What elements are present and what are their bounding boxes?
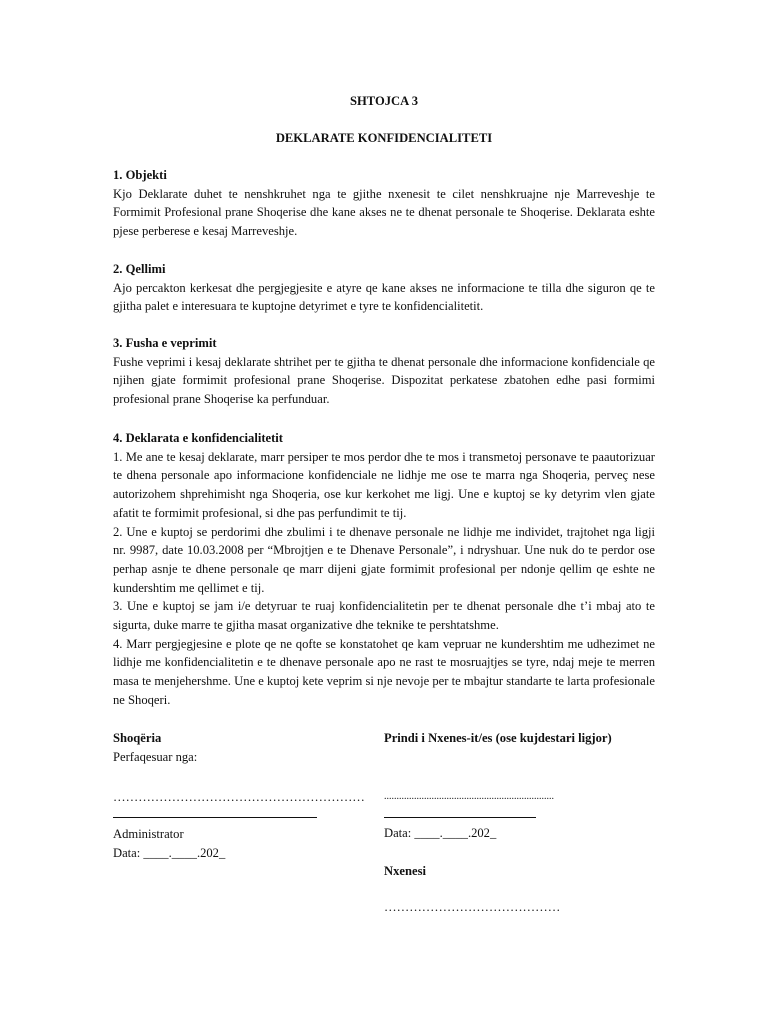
- declaration-item-1: 1. Me ane te kesaj deklarate, marr persiper te mos perdor dhe te mos i transmetoj personave te paautorizuar te dhena personale apo informacione konfidenciale ne lidhje me ose te marra nga Shoqeria, perveç nese autorizohem shprehimisht nga Shoqeria, ose kur kerkohet me ligj. Une e kuptoj se ky detyrim vlen gjate afatit te formimit profesional, si dhe pas perfundimit te tij.: [113, 449, 655, 520]
- represented-by-label: Perfaqesuar nga:: [113, 749, 198, 764]
- parent-signature-line: [384, 806, 664, 824]
- declaration-item-2: 2. Une e kuptoj se perdorimi dhe zbulimi i te dhenave personale ne lidhje me individet, trajtohet nga ligji nr. 9987, date 10.03.2008 per “Mbrojtjen e te Dhenave Personale”, i ndryshuar. Une nuk do te perdor ose perhap asnje te dhene personale qe marr dijeni gjate formimit profesional per ndonje qellim qe eshte ne kundershtim me qellimet e tij.: [113, 524, 655, 595]
- section-heading: 2. Qellimi: [113, 262, 166, 276]
- student-heading: Nxenesi: [384, 864, 426, 879]
- section-qellimi: [113, 260, 655, 316]
- section-text: Kjo Deklarate duhet te nenshkruhet nga te gjithe nxenesit te cilet nenshkruajne nje Marreveshje te Formimit Profesional prane Shoqerise dhe kane akses ne te dhenat personale te Shoqerise. Deklarata eshte pjese perberese e kesaj Marreveshje.: [113, 186, 655, 239]
- company-signature-dots: ……………………………………………………: [113, 790, 365, 805]
- parent-heading: Prindi i Nxenes-it/es (ose kujdestari ligjor): [384, 731, 612, 745]
- section-heading: 4. Deklarata e konfidencialitetit: [113, 431, 283, 445]
- student-signature-dots: ……………………………………: [384, 899, 561, 914]
- parent-date: Data: ____.____.202_: [384, 826, 497, 841]
- section-fusha: [113, 334, 655, 409]
- declaration-item-4: 4. Marr pergjegjesine e plote qe ne qofte se konstatohet qe kam vepruar ne kundershtim me udhezimet ne lidhje me konfidencialitetin e te dhenave personale apo ne rast te mosruajtjes se tyre, ndaj meje te merren masa te menjehershme. Une e kuptoj kete veprim si nje nevoje per te mbajtur standarte te larta profesionale ne Shoqeri.: [113, 636, 655, 707]
- declaration-item-3: 3. Une e kuptoj se jam i/e detyruar te ruaj konfidencialitetin per te dhenat personale dhe t’i mbaj ato te sigurta, duke marre te gjitha masat organizative dhe teknike te pershtatshme.: [113, 599, 655, 633]
- section-heading: 3. Fusha e veprimit: [113, 336, 217, 350]
- parent-signature-dots: ....................................................................: [384, 790, 554, 802]
- company-signature-line: [113, 807, 373, 825]
- company-date: Data: ____.____.202_: [113, 845, 226, 860]
- signature-company: [113, 729, 373, 863]
- signature-parent: [384, 729, 664, 917]
- annex-label: SHTOJCA 3: [349, 94, 418, 108]
- document-title: DEKLARATE KONFIDENCIALITETI: [275, 131, 493, 145]
- section-text: Fushe veprimi i kesaj deklarate shtrihet per te gjitha te dhenat personale dhe informacione konfidenciale qe njihen gjate formimit profesional prane Shoqerise. Dispozitat perkatese zbatohen edhe pasi formimi profesional prane Shoqerise ka perfunduar.: [113, 354, 655, 407]
- administrator-label: Administrator: [113, 827, 184, 842]
- company-heading: Shoqëria: [113, 731, 162, 745]
- section-heading: 1. Objekti: [113, 168, 167, 182]
- section-objekti: [113, 166, 655, 241]
- section-text: Ajo percakton kerkesat dhe pergjegjesite e atyre qe kane akses ne informacione te tilla dhe siguron qe te gjitha palet e interesuara te kuptojne detyrimet e tyre te konfidencialitetit.: [113, 280, 655, 314]
- section-deklarata: [113, 429, 655, 710]
